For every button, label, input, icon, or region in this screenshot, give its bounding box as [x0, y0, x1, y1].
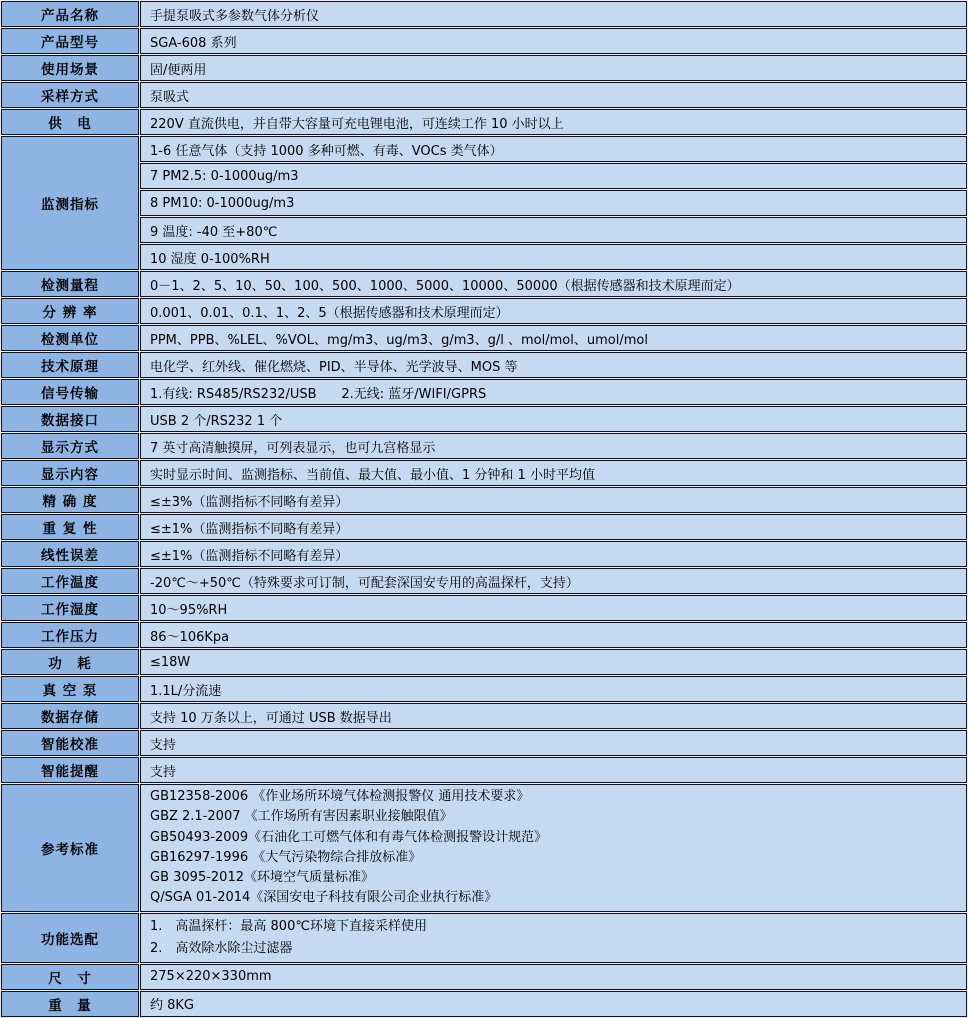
spec-label-cell: 工作压力 [1, 622, 139, 648]
spec-value-cell: 9 温度: -40 至+80℃ [140, 217, 967, 243]
table-row [1, 82, 967, 108]
spec-value-cell: 实时显示时间、监测指标、当前值、最大值、最小值、1 分钟和 1 小时平均值 [140, 460, 967, 486]
spec-label-cell: 功能选配 [1, 913, 139, 963]
table-row [1, 190, 967, 216]
table-row [1, 379, 967, 405]
spec-value-cell: 0－1、2、5、10、50、100、500、1000、5000、10000、50000（根据传感器和技术原理而定） [140, 271, 967, 297]
spec-value-cell: 约 8KG [140, 991, 967, 1017]
spec-value-cell [140, 784, 967, 912]
spec-label-cell: 功 耗 [1, 649, 139, 675]
spec-value-line: 1. 高温探杆：最高 800℃环境下直接采样使用 [150, 918, 427, 934]
spec-value-cell: ≤18W [140, 649, 967, 675]
spec-label-cell: 产品名称 [1, 1, 139, 27]
spec-value-cell: 220V 直流供电，并自带大容量可充电锂电池，可连续工作 10 小时以上 [140, 109, 967, 135]
spec-value-line: GB50493-2009《石油化工可燃气体和有毒气体检测报警设计规范》 [150, 829, 548, 845]
table-row [1, 28, 967, 54]
spec-value-cell: 8 PM10: 0-1000ug/m3 [140, 190, 967, 216]
spec-value-cell: 0.001、0.01、0.1、1、2、5（根据传感器和技术原理而定） [140, 298, 967, 324]
table-row [1, 298, 967, 324]
spec-value-cell: 电化学、红外线、催化燃烧、PID、半导体、光学波导、MOS 等 [140, 352, 967, 378]
table-row [1, 433, 967, 459]
table-row [1, 109, 967, 135]
spec-label-cell: 技术原理 [1, 352, 139, 378]
spec-label-cell: 检测量程 [1, 271, 139, 297]
spec-value-cell: ≤±3%（监测指标不同略有差异） [140, 487, 967, 513]
spec-label-cell: 智能校准 [1, 730, 139, 756]
table-row [1, 514, 967, 540]
spec-label-cell: 信号传输 [1, 379, 139, 405]
spec-value-cell: 1.有线: RS485/RS232/USB 2.无线: 蓝牙/WIFI/GPRS [140, 379, 967, 405]
spec-value-cell: 10 湿度 0-100%RH [140, 244, 967, 270]
table-row [1, 136, 967, 162]
spec-value-cell [140, 913, 967, 963]
table-row [1, 541, 967, 567]
table-row [1, 406, 967, 432]
spec-value-line: GB 3095-2012《环境空气质量标准》 [150, 870, 374, 886]
spec-value-cell: USB 2 个/RS232 1 个 [140, 406, 967, 432]
spec-value-line: GBZ 2.1-2007 《工作场所有害因素职业接触限值》 [150, 809, 453, 825]
table-row [1, 1, 967, 27]
spec-value-cell: 86～106Kpa [140, 622, 967, 648]
table-row [1, 595, 967, 621]
table-row [1, 913, 967, 963]
spec-value-cell: 支持 10 万条以上，可通过 USB 数据导出 [140, 703, 967, 729]
table-row [1, 487, 967, 513]
spec-label-cell: 产品型号 [1, 28, 139, 54]
spec-value-cell: 1-6 任意气体（支持 1000 多种可燃、有毒、VOCs 类气体） [140, 136, 967, 162]
spec-value-cell: ≤±1%（监测指标不同略有差异） [140, 514, 967, 540]
spec-label-cell: 使用场景 [1, 55, 139, 81]
spec-label-cell: 智能提醒 [1, 757, 139, 783]
table-row [1, 55, 967, 81]
spec-label-cell: 分 辨 率 [1, 298, 139, 324]
table-row [1, 271, 967, 297]
table-row [1, 703, 967, 729]
spec-value-cell: 1.1L/分流速 [140, 676, 967, 702]
spec-table-body [1, 1, 967, 1017]
spec-value-cell: 7 英寸高清触摸屏，可列表显示，也可九宫格显示 [140, 433, 967, 459]
spec-label-cell: 监测指标 [1, 136, 139, 270]
spec-label-cell: 显示方式 [1, 433, 139, 459]
table-row [1, 244, 967, 270]
spec-value-cell: 支持 [140, 730, 967, 756]
spec-label-cell: 尺 寸 [1, 964, 139, 990]
spec-value-cell: 275×220×330mm [140, 964, 967, 990]
spec-label-cell: 检测单位 [1, 325, 139, 351]
table-row [1, 757, 967, 783]
table-row [1, 991, 967, 1017]
spec-label-cell: 采样方式 [1, 82, 139, 108]
table-row [1, 568, 967, 594]
table-row [1, 622, 967, 648]
spec-label-cell: 线性误差 [1, 541, 139, 567]
spec-label-cell: 重 复 性 [1, 514, 139, 540]
table-row [1, 676, 967, 702]
spec-value-cell: 10～95%RH [140, 595, 967, 621]
table-row [1, 964, 967, 990]
spec-value-cell: 泵吸式 [140, 82, 967, 108]
spec-label-cell: 工作温度 [1, 568, 139, 594]
spec-label-cell: 显示内容 [1, 460, 139, 486]
spec-label-cell: 参考标准 [1, 784, 139, 912]
spec-value-cell: PPM、PPB、%LEL、%VOL、mg/m3、ug/m3、g/m3、g/l 、mol/mol、umol/mol [140, 325, 967, 351]
table-row [1, 163, 967, 189]
spec-label-cell: 精 确 度 [1, 487, 139, 513]
spec-label-cell: 真 空 泵 [1, 676, 139, 702]
table-row [1, 730, 967, 756]
spec-value-cell: 手提泵吸式多参数气体分析仪 [140, 1, 967, 27]
spec-value-line: Q/SGA 01-2014《深国安电子科技有限公司企业执行标准》 [150, 890, 498, 906]
spec-value-line: GB12358-2006 《作业场所环境气体检测报警仪 通用技术要求》 [150, 789, 530, 804]
spec-value-cell: 固/便两用 [140, 55, 967, 81]
table-row [1, 217, 967, 243]
spec-label-cell: 工作湿度 [1, 595, 139, 621]
spec-value-cell: 7 PM2.5: 0-1000ug/m3 [140, 163, 967, 189]
spec-value-line: GB16297-1996 《大气污染物综合排放标准》 [150, 849, 422, 865]
table-row [1, 460, 967, 486]
table-row [1, 325, 967, 351]
table-row [1, 352, 967, 378]
spec-value-line: 2. 高效除水除尘过滤器 [150, 940, 293, 956]
spec-value-cell: ≤±1%（监测指标不同略有差异） [140, 541, 967, 567]
spec-label-cell: 供 电 [1, 109, 139, 135]
spec-label-cell: 数据存储 [1, 703, 139, 729]
spec-value-cell: SGA-608 系列 [140, 28, 967, 54]
spec-label-cell: 重 量 [1, 991, 139, 1017]
spec-value-cell: 支持 [140, 757, 967, 783]
spec-value-cell: -20℃～+50℃（特殊要求可订制，可配套深国安专用的高温探杆，支持） [140, 568, 967, 594]
table-row [1, 649, 967, 675]
table-row [1, 784, 967, 912]
spec-label-cell: 数据接口 [1, 406, 139, 432]
